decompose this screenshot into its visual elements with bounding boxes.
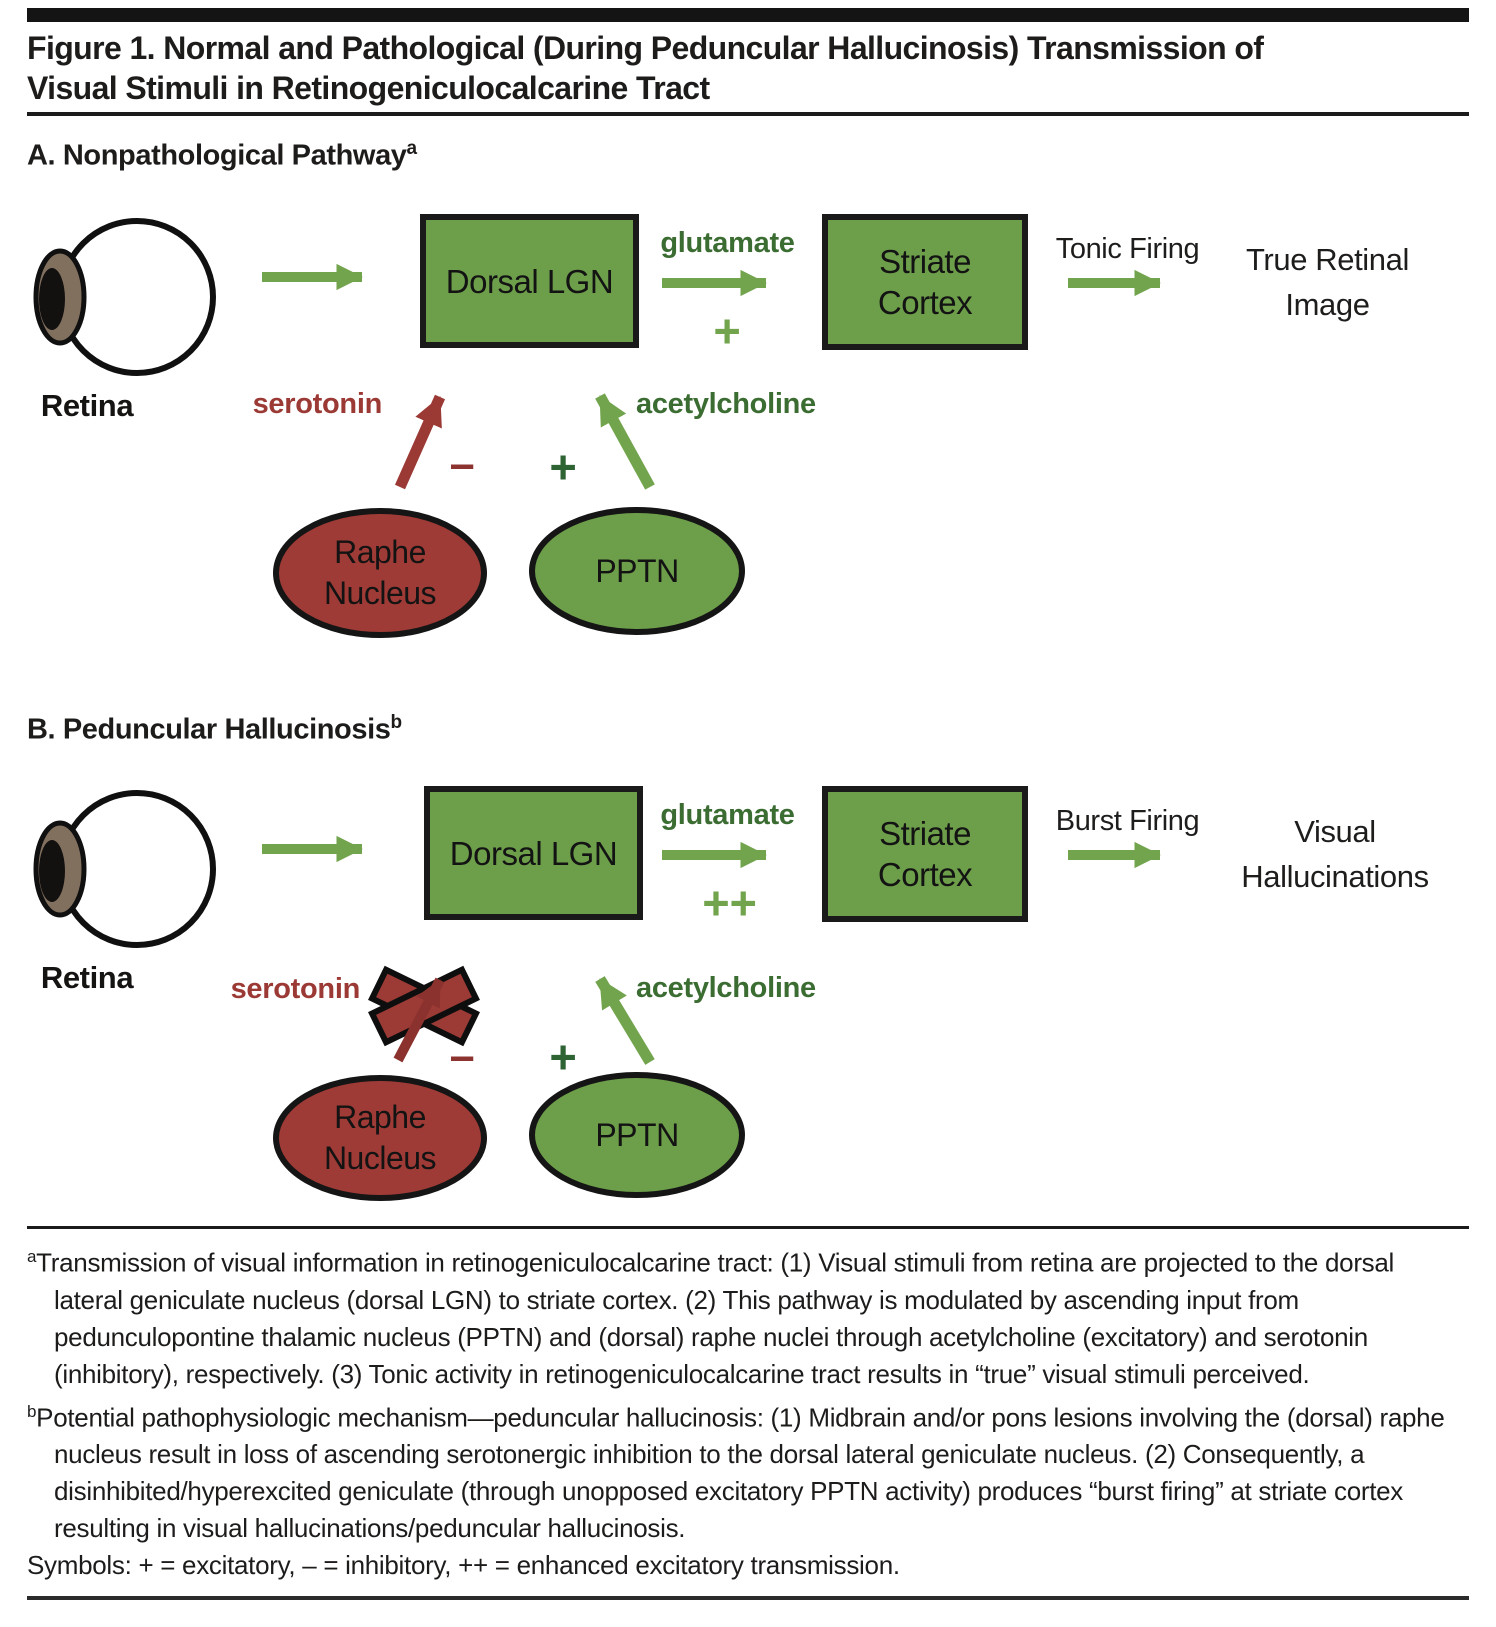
firing-label: Tonic Firing [1055,233,1200,265]
panel-b-heading-sup: b [390,712,402,733]
panel-b [0,757,1496,1207]
footnote-b-sup: b [27,1401,37,1421]
retina-label: Retina [40,388,134,423]
figure-title [27,28,1467,108]
pupil [39,840,65,902]
serotonin-label: serotonin [252,388,382,420]
serotonin-sign: – [449,1030,475,1081]
glutamate-sign: + [713,304,741,357]
raphe-line1: Raphe [334,534,426,570]
footnote-b-text: Potential pathophysiologic mechanism—peduncular hallucinosis: (1) Midbrain and/or pons lesions involving the (dorsal) raphe nucleus result in loss of ascending serotonergic inhibition to the dorsal lateral geniculate nucleus. (2) Consequently, a disinhibited/hyperexcited geniculate (through unopposed excitatory PPTN activity) produces “burst firing” at striate cortex resulting in visual hallucinations/peduncular hallucinosis. [36,1402,1445,1544]
figure-title-line2: Visual Stimuli in Retinogeniculocalcarine Tract [27,70,710,106]
pupil [39,268,65,330]
title-rule [27,112,1469,116]
bottom-rule [27,1596,1469,1600]
acetylcholine-label: acetylcholine [636,388,816,420]
panel-b-heading-text: B. Peduncular Hallucinosis [27,713,391,746]
acetylcholine-label: acetylcholine [636,972,816,1004]
firing-label: Burst Firing [1055,805,1200,837]
pptn-label: PPTN [595,1116,679,1153]
retina-label: Retina [40,960,134,995]
panel-b-heading [27,712,402,747]
striate-line2: Cortex [877,856,973,893]
raphe-nucleus-label [276,511,484,635]
symbols-note: Symbols: + = excitatory, – = inhibitory, ++ = enhanced excitatory transmission. [27,1550,900,1581]
panel-a [0,185,1496,655]
raphe-nucleus-label [276,1078,484,1198]
panel-a-heading [27,138,417,173]
eye-icon [36,793,213,945]
acetylcholine-sign: + [549,440,577,493]
footnote-b [27,1393,1461,1548]
striate-line1: Striate [879,243,971,280]
outcome-line2: Hallucinations [1241,859,1429,894]
glutamate-label: glutamate [660,227,795,259]
dorsal-lgn-label: Dorsal LGN [449,834,618,872]
striate-cortex-label [825,789,1025,919]
footnote-rule [27,1226,1469,1229]
striate-line1: Striate [879,815,971,852]
raphe-line2: Nucleus [323,1140,437,1176]
footnotes [27,1238,1461,1584]
footnote-a-text: Transmission of visual information in retinogeniculocalcarine tract: (1) Visual stimuli from retina are projected to the dorsal lateral geniculate nucleus (dorsal LGN) to striate cortex. (2) This pathway is modulated by ascending input from pedunculopontine thalamic nucleus (PPTN) and (dorsal) raphe nuclei through acetylcholine (excitatory) and serotonin (inhibitory), respectively. (3) Tonic activity in retinogeniculocalcarine tract results in “true” visual stimuli perceived. [36,1247,1395,1389]
outcome-line2: Image [1285,287,1370,322]
pptn-label: PPTN [595,552,679,589]
top-bar [27,8,1469,22]
striate-line2: Cortex [877,284,973,321]
serotonin-sign: – [449,438,475,489]
outcome-line1: True Retinal [1246,242,1409,277]
outcome-label [1205,809,1465,899]
panel-a-heading-sup: a [406,138,417,159]
glutamate-sign: ++ [702,876,757,929]
figure-title-line1: Figure 1. Normal and Pathological (During Peduncular Hallucinosis) Transmission of [27,30,1264,66]
glutamate-label: glutamate [660,799,795,831]
raphe-line1: Raphe [334,1099,426,1135]
outcome-label [1205,237,1450,327]
panel-a-heading-text: A. Nonpathological Pathway [27,139,407,172]
eye-icon [36,221,213,373]
serotonin-label: serotonin [230,973,360,1005]
footnote-a-sup: a [27,1247,37,1266]
acetylcholine-sign: + [549,1030,577,1083]
outcome-line1: Visual [1294,814,1376,849]
dorsal-lgn-label: Dorsal LGN [445,262,614,300]
raphe-line2: Nucleus [323,575,437,611]
footnote-a [27,1238,1461,1393]
striate-cortex-label [825,217,1025,347]
